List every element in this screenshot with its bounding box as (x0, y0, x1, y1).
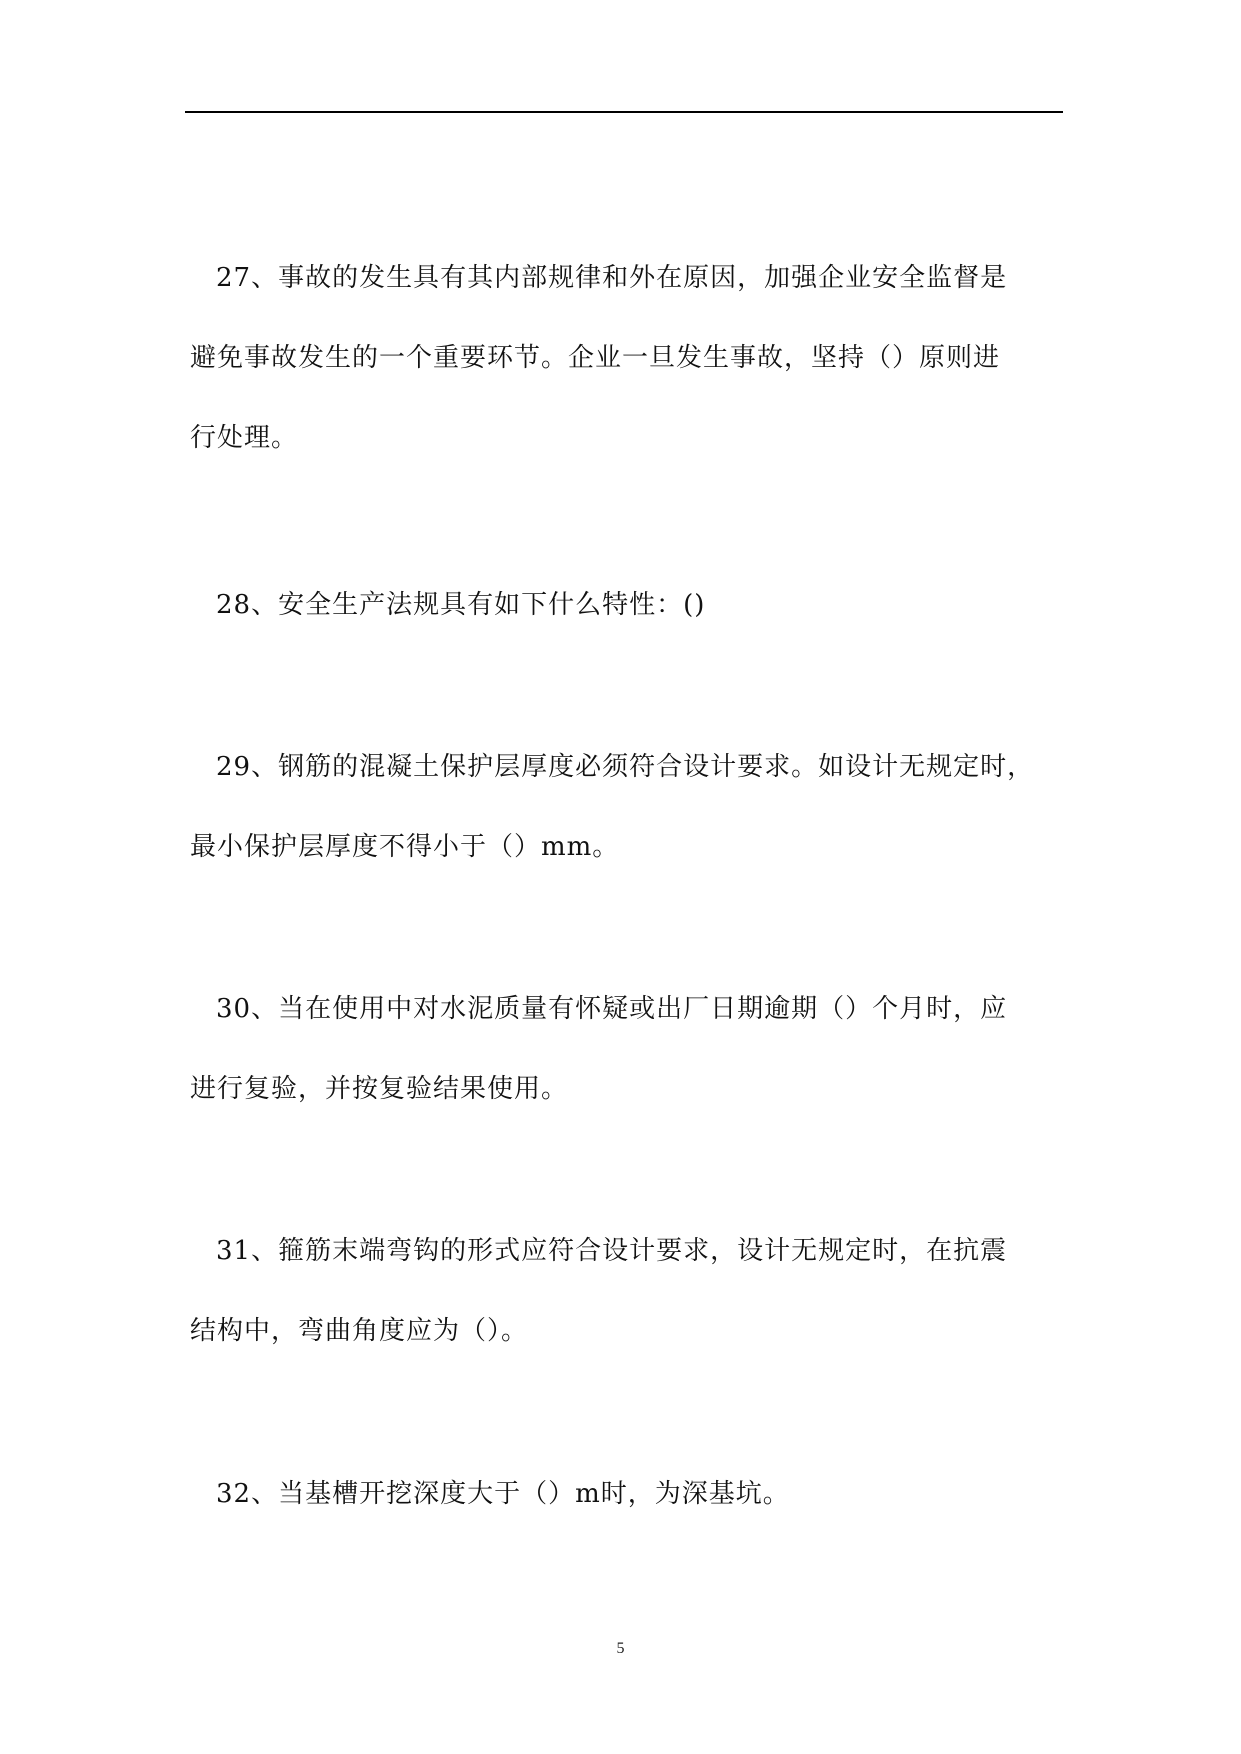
question-28-line-1: 28、安全生产法规具有如下什么特性：() (216, 590, 706, 620)
question-30-line-2: 进行复验，并按复验结果使用。 (190, 1074, 569, 1104)
question-31-line-2: 结构中，弯曲角度应为（）。 (190, 1316, 529, 1346)
question-29-line-1: 29、钢筋的混凝土保护层厚度必须符合设计要求。如设计无规定时， (216, 752, 1035, 782)
question-30-line-1: 30、当在使用中对水泥质量有怀疑或出厂日期逾期（）个月时，应 (216, 994, 1008, 1024)
question-29-line-2: 最小保护层厚度不得小于（）mm。 (190, 832, 620, 862)
question-27-line-3: 行处理。 (190, 423, 299, 453)
question-31-line-1: 31、箍筋末端弯钩的形式应符合设计要求，设计无规定时，在抗震 (216, 1236, 1008, 1266)
page-number: 5 (616, 1640, 625, 1657)
question-27-line-2: 避免事故发生的一个重要环节。企业一旦发生事故，坚持（）原则进 (190, 343, 1001, 373)
question-27-line-1: 27、事故的发生具有其内部规律和外在原因，加强企业安全监督是 (216, 263, 1008, 293)
header-rule (185, 111, 1063, 113)
question-32-line-1: 32、当基槽开挖深度大于（）m时，为深基坑。 (216, 1479, 790, 1509)
